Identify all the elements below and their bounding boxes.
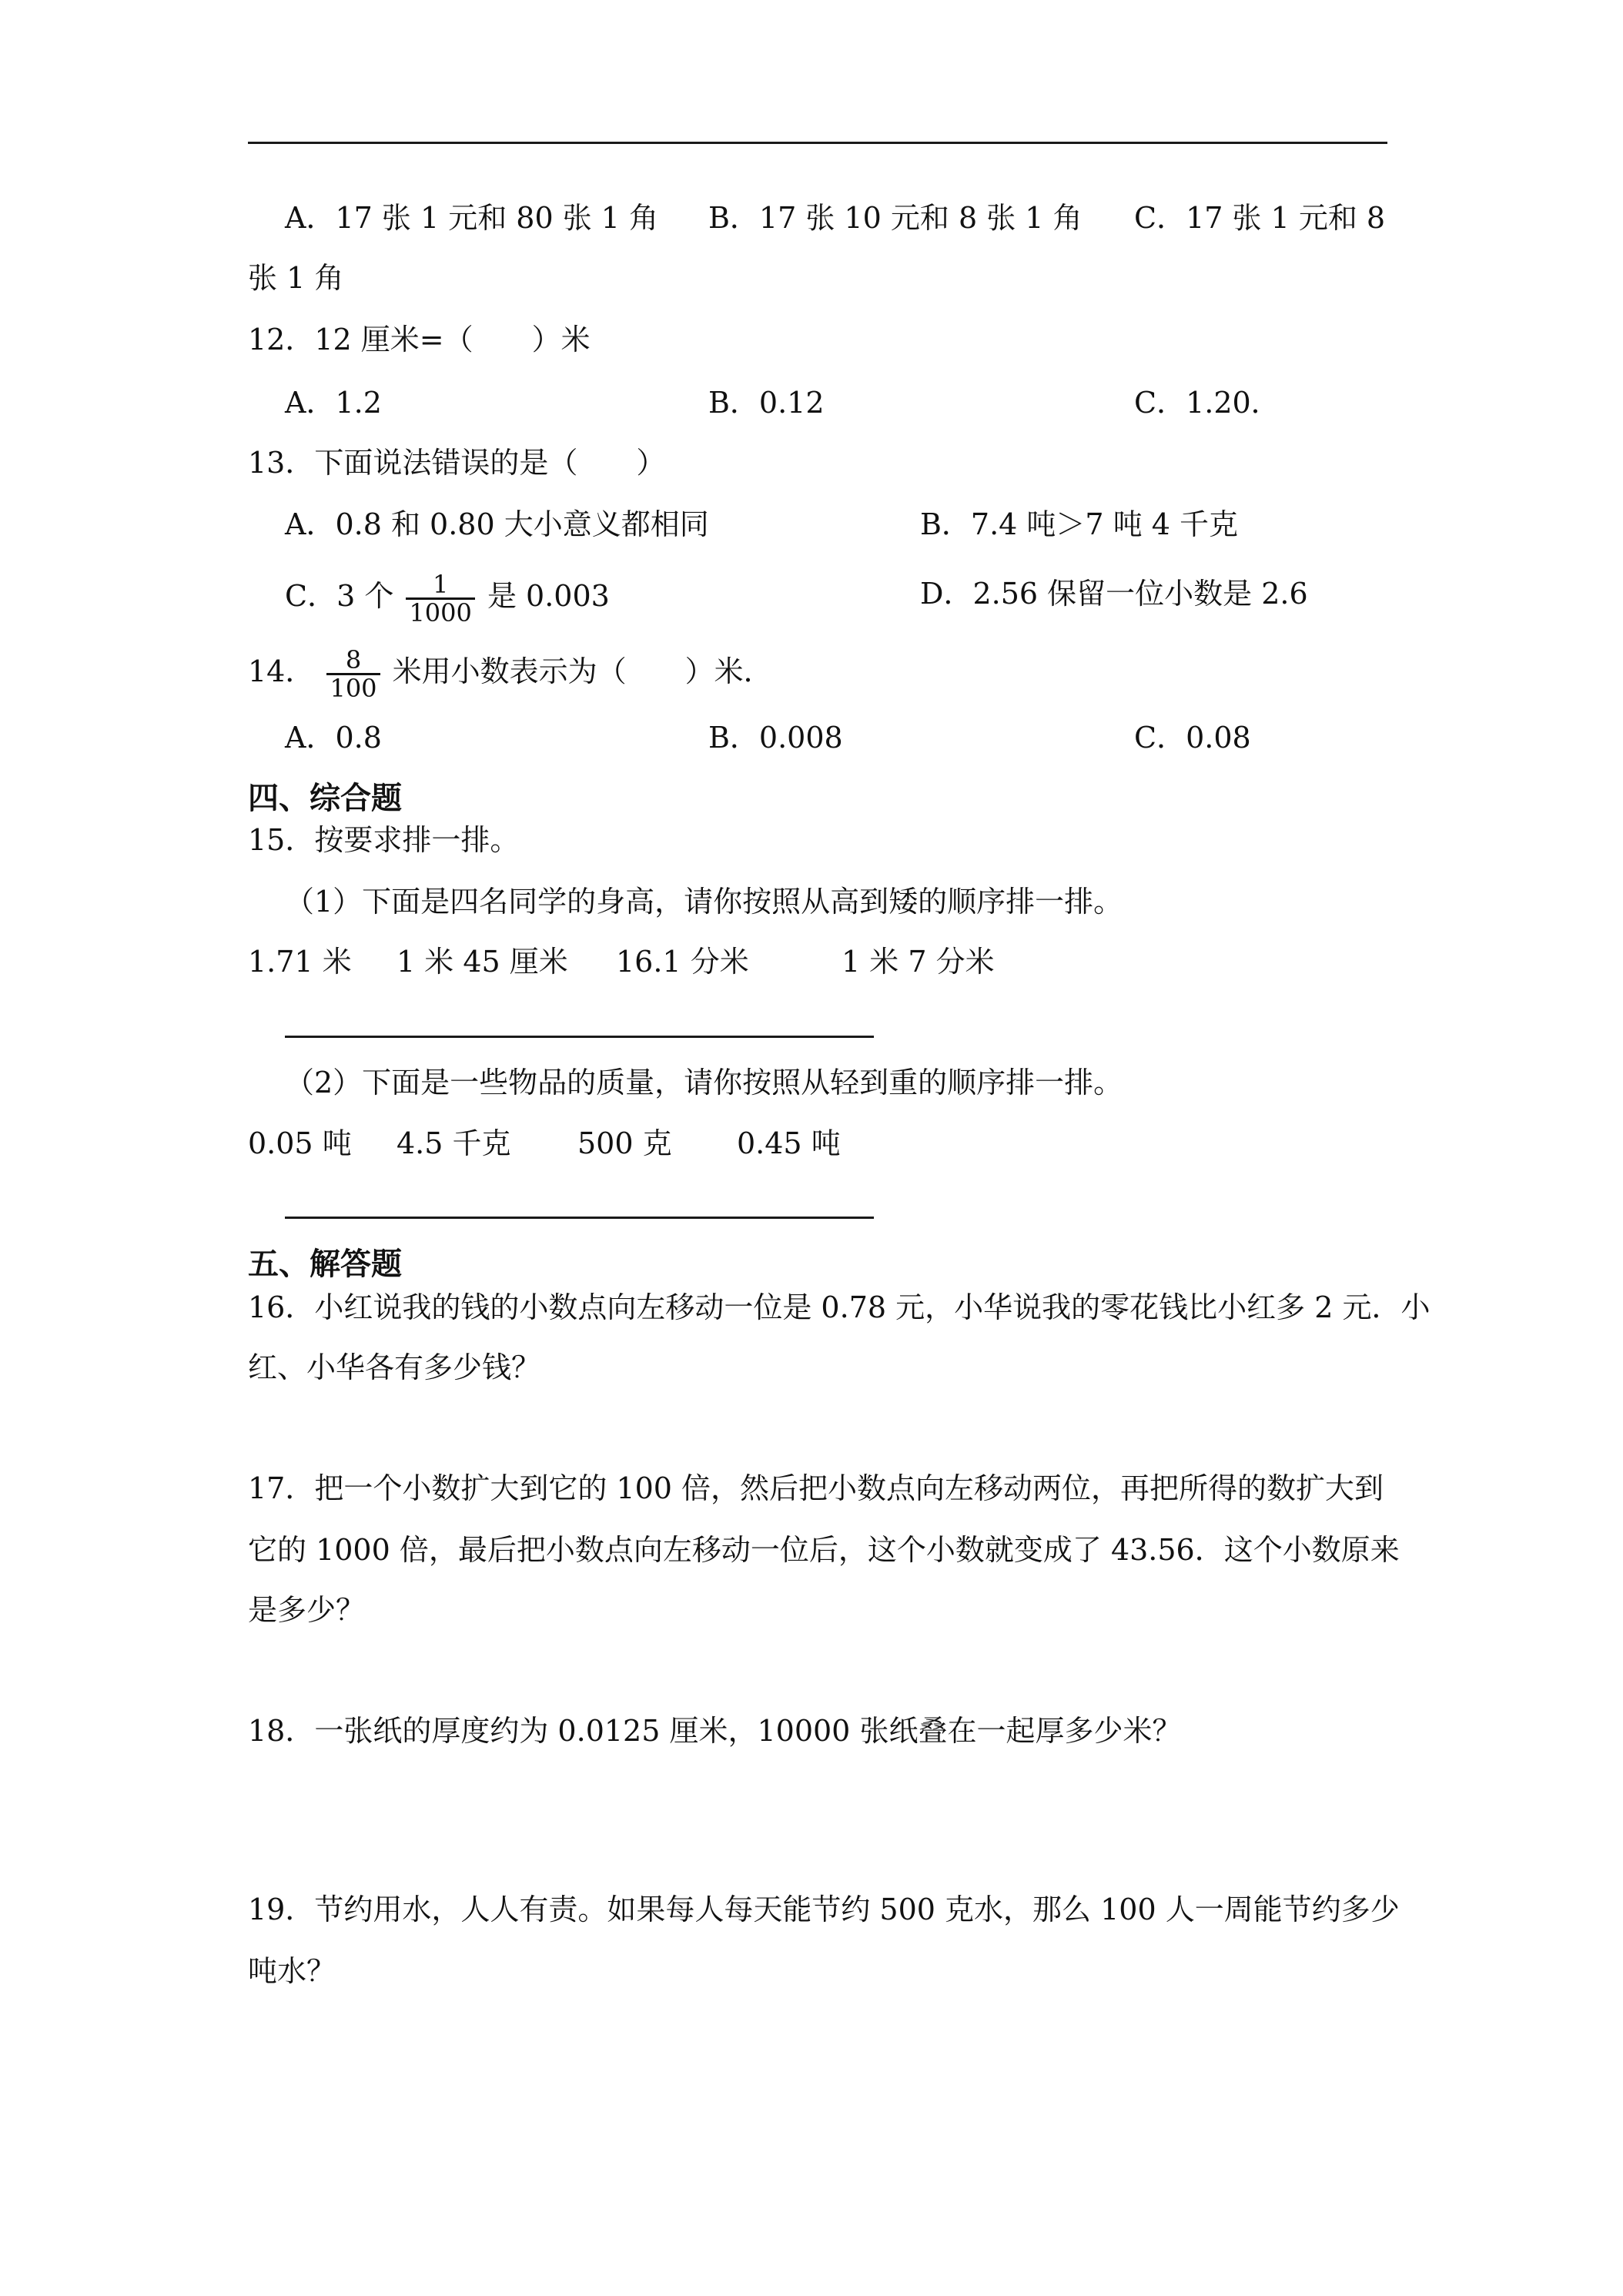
q12-option-b: B．0.12 [708,386,825,420]
q15-part2-prompt: （2）下面是一些物品的质量，请你按照从轻到重的顺序排一排。 [285,1066,1123,1099]
q15-part1-answer-line [285,1036,874,1038]
q15-part2-item: 500 克 [577,1126,672,1160]
q11-option-c: C．17 张 1 元和 8 [1134,201,1386,235]
q14-stem-text: 米用小数表示为（ ）米． [392,654,773,688]
q14-number: 14． [248,654,315,688]
q15-part1-item: 1 米 7 分米 [842,945,995,979]
q17-line-3: 是多少？ [248,1593,366,1627]
q17-line-1: 17．把一个小数扩大到它的 100 倍，然后把小数点向左移动两位，再把所得的数扩大到 [248,1471,1384,1505]
q13-option-c-prefix: C．3 个 [285,579,394,613]
q15-part2-item: 4.5 千克 [397,1126,511,1160]
q15-part2-item: 0.05 吨 [248,1126,352,1160]
q15-part1-item: 1.71 米 [248,945,352,979]
q12-option-c: C．1.20． [1134,386,1280,420]
q14-option-a: A．0.8 [285,721,382,755]
fraction-denominator: 100 [326,673,380,701]
q15-part1-item: 16.1 分米 [616,945,749,979]
fraction-numerator: 1 [432,570,449,599]
q17-line-2: 它的 1000 倍，最后把小数点向左移动一位后，这个小数就变成了 43.56．这个小数原来 [248,1533,1400,1567]
q13-option-a: A．0.8 和 0.80 大小意义都相同 [285,507,709,541]
q16-line-1: 16．小红说我的钱的小数点向左移动一位是 0.78 元，小华说我的零花钱比小红多 2 元．小 [248,1290,1431,1324]
fraction-numerator: 8 [345,645,362,674]
q11-option-a: A．17 张 1 元和 80 张 1 角 [285,201,659,235]
q15-part1-prompt: （1）下面是四名同学的身高，请你按照从高到矮的顺序排一排。 [285,885,1123,919]
q12-option-a: A．1.2 [285,386,382,420]
q13-option-d: D．2.56 保留一位小数是 2.6 [920,577,1308,611]
q16-line-2: 红、小华各有多少钱？ [248,1350,541,1384]
q15-part2-answer-line [285,1217,874,1219]
q18-line-1: 18．一张纸的厚度约为 0.0125 厘米，10000 张纸叠在一起厚多少米？ [248,1714,1182,1748]
section-4-heading: 四、综合题 [248,781,402,816]
q13-option-c-suffix: 是 0.003 [487,579,610,613]
q11-option-b: B．17 张 10 元和 8 张 1 角 [708,201,1083,235]
header-rule [248,142,1387,144]
q15-part1-item: 1 米 45 厘米 [397,945,568,979]
q14-option-c: C．0.08 [1134,721,1251,755]
q14-stem [248,647,773,701]
q12-stem: 12．12 厘米=（ ）米 [248,323,591,356]
q15-stem: 15．按要求排一排。 [248,823,520,857]
q14-option-b: B．0.008 [708,721,843,755]
fraction-8-100 [326,647,380,701]
q13-option-b: B．7.4 吨＞7 吨 4 千克 [920,507,1239,541]
q19-line-1: 19．节约用水，人人有责。如果每人每天能节约 500 克水，那么 100 人一周能节约多少 [248,1893,1400,1926]
section-5-heading: 五、解答题 [248,1247,402,1282]
fraction-denominator: 1000 [406,597,474,626]
fraction-1-1000 [406,571,474,626]
q15-part2-item: 0.45 吨 [737,1126,841,1160]
q13-stem: 13．下面说法错误的是（ ） [248,446,666,480]
q19-line-2: 吨水？ [248,1954,336,1988]
q13-option-c [285,571,610,626]
q11-option-c-continued: 张 1 角 [248,261,344,295]
